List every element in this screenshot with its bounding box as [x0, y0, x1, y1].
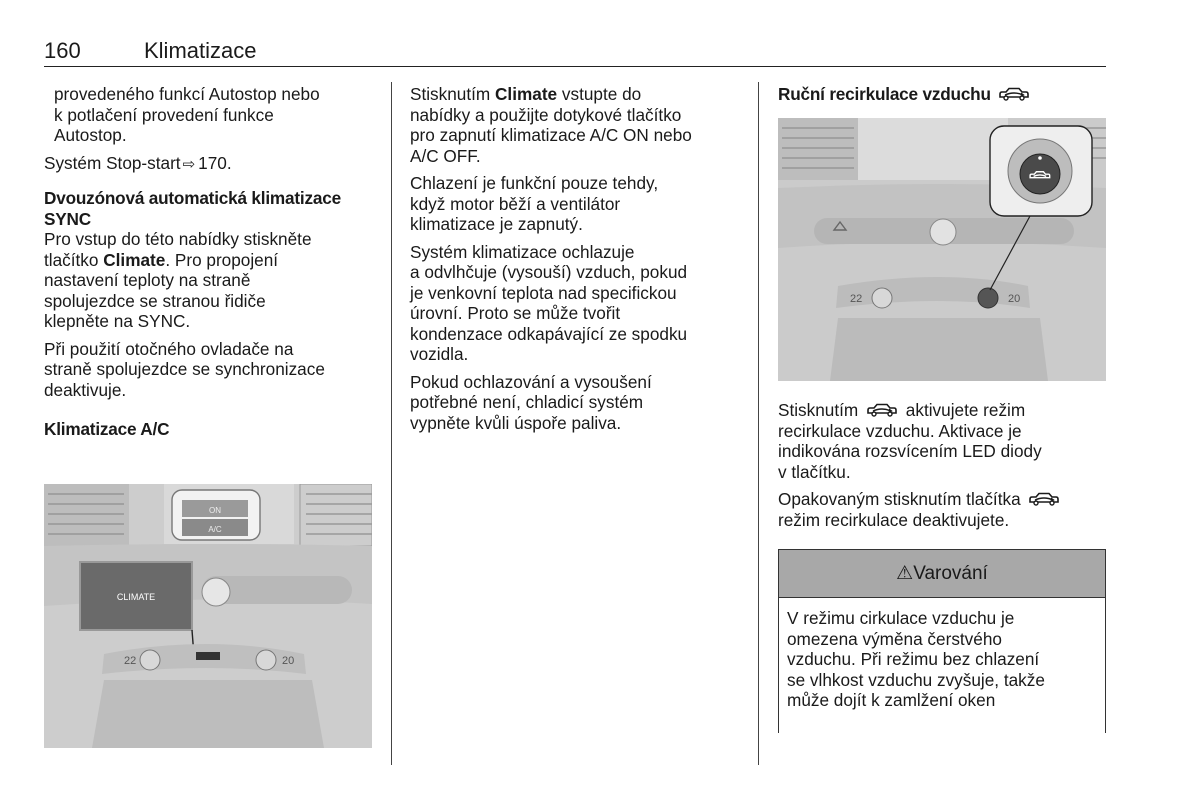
warning-triangle-icon: ⚠: [896, 563, 914, 584]
temp-right: 20: [282, 655, 295, 667]
text-line: Stisknutím: [410, 84, 496, 104]
text-line: vstupte do: [557, 84, 642, 104]
text-line: se vlhkost vzduchu zvyšuje, takže: [787, 669, 1045, 690]
ac-heading: Klimatizace A/C: [44, 419, 170, 439]
text-line: Opakovaným stisknutím tlačítka: [778, 489, 1021, 509]
text-line: spolujezdce se stranou řidiče: [44, 290, 266, 311]
recirculation-heading: [778, 84, 1108, 105]
heading-line: SYNC: [44, 208, 91, 229]
column-3: [778, 84, 1108, 105]
xref-label: Systém Stop-start: [44, 152, 181, 173]
xref-page: 170.: [198, 152, 232, 173]
temp-left: 22: [850, 293, 863, 305]
text-line: tlačítko: [44, 249, 104, 270]
warning-box: [778, 549, 1106, 733]
text-line: k potlačení provedení funkce: [54, 104, 274, 125]
climate-term: Climate: [103, 249, 166, 270]
text-line: nastavení teploty na straně: [44, 270, 251, 290]
text-line: Pokud ochlazování a vysoušení: [410, 371, 652, 392]
text-line: Autostop.: [54, 125, 127, 145]
text-line: V režimu cirkulace vzduchu je: [787, 608, 1015, 628]
heading-line: Dvouzónová automatická klimatizace: [44, 188, 341, 208]
text-line: když motor běží a ventilátor: [410, 193, 621, 214]
text-line: klimatizace je zapnutý.: [410, 214, 583, 234]
page-header: [44, 36, 1106, 67]
text-line: pro zapnutí klimatizace A/C ON nebo: [410, 125, 692, 145]
paragraph: [410, 84, 750, 166]
warning-header: [779, 550, 1105, 598]
climate-button-label: CLIMATE: [116, 592, 156, 602]
car-recirculation-icon: [865, 402, 899, 418]
text-line: Pro vstup do této nabídky stiskněte: [44, 229, 312, 249]
paragraph: [410, 372, 750, 434]
text-line: indikována rozsvícením LED diody: [778, 441, 1042, 461]
text-line: Při použití otočného ovladače na: [44, 338, 294, 359]
continued-paragraph: [44, 84, 379, 146]
text-line: klepněte na SYNC.: [44, 311, 191, 331]
text-line: straně spolujezdce se synchronizace: [44, 359, 325, 379]
text-line: v tlačítku.: [778, 461, 851, 482]
text-line: je venkovní teplota nad specifickou: [410, 282, 677, 303]
car-recirculation-icon: [997, 86, 1031, 102]
text-line: může dojít k zamlžení oken: [787, 690, 996, 710]
text-line: režim recirkulace deaktivujete.: [778, 509, 1010, 530]
column-divider: [758, 82, 759, 765]
column-divider: [391, 82, 392, 765]
sync-paragraph-1: [44, 229, 379, 332]
warning-body: [779, 598, 1105, 711]
text-line: úrovní. Proto se může tvořit: [410, 303, 621, 323]
arrow-right-icon: [181, 153, 199, 173]
text-line: A/C OFF.: [410, 145, 481, 166]
on-label: ON: [209, 506, 221, 515]
text-line: recirkulace vzduchu. Aktivace je: [778, 420, 1022, 441]
column-1: [44, 84, 379, 440]
text-line: aktivujete režim: [905, 400, 1026, 420]
paragraph: [410, 242, 750, 365]
text-line: a odvlhčuje (vysouší) vzduch, pokud: [410, 262, 688, 282]
text-line: deaktivuje.: [44, 379, 127, 400]
warning-title: Varování: [913, 562, 988, 584]
paragraph: [410, 173, 750, 235]
text-line: potřebné není, chladicí systém: [410, 392, 644, 412]
text-line: Systém klimatizace ochlazuje: [410, 241, 635, 262]
heading-text: Ruční recirkulace vzduchu: [778, 84, 991, 104]
text-line: vypněte kvůli úspoře paliva.: [410, 412, 622, 433]
climate-panel-illustration: [44, 484, 372, 748]
paragraph: [778, 489, 1108, 530]
car-recirculation-icon: [1027, 491, 1061, 507]
text-line: . Pro propojení: [165, 249, 279, 270]
page-number: 160: [44, 38, 81, 63]
column-3-body: [778, 400, 1108, 537]
text-line: nabídky a použijte dotykové tlačítko: [410, 104, 682, 125]
temp-left: 22: [124, 655, 137, 667]
text-line: Stisknutím: [778, 400, 859, 420]
text-line: kondenzace odkapávající ze spodku: [410, 323, 688, 344]
paragraph: [778, 400, 1108, 482]
climate-term: Climate: [495, 84, 558, 104]
text-line: vzduchu. Při režimu bez chlazení: [787, 649, 1040, 669]
temp-right: 20: [1008, 293, 1021, 305]
sync-paragraph-2: [44, 339, 379, 401]
text-line: provedeného funkcí Autostop nebo: [54, 84, 320, 104]
text-line: Chlazení je funkční pouze tehdy,: [410, 173, 659, 193]
column-2: [410, 84, 750, 440]
sync-heading: [44, 188, 379, 229]
ac-label: A/C: [208, 525, 222, 534]
chapter-title: Klimatizace: [144, 38, 257, 63]
recirculation-button-illustration: [778, 118, 1106, 381]
cross-reference: [44, 153, 379, 176]
text-line: omezena výměna čerstvého: [787, 628, 1002, 649]
text-line: vozidla.: [410, 344, 469, 364]
